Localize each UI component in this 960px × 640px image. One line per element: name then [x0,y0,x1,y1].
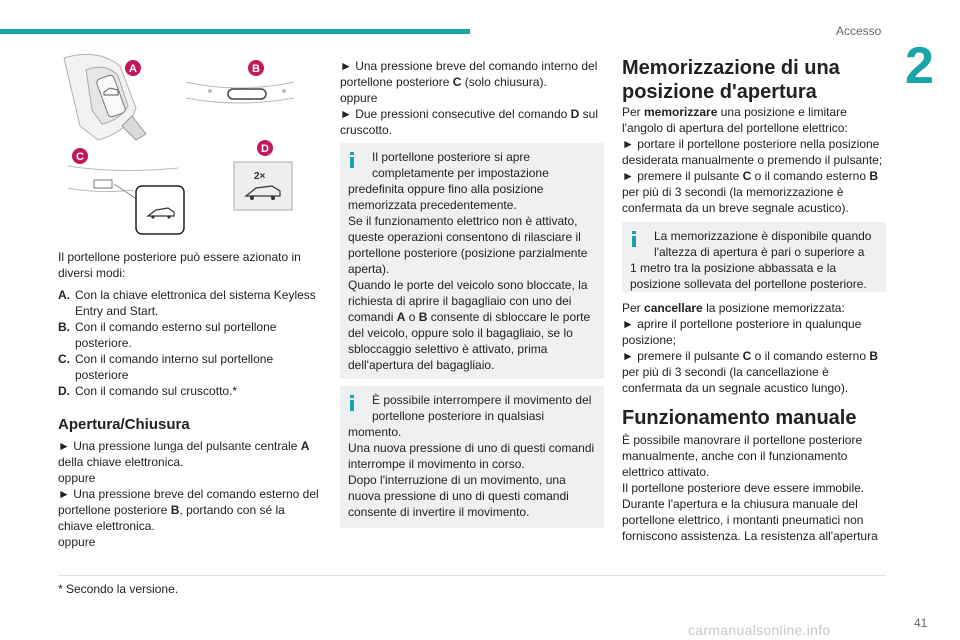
label-d-marker [257,140,273,156]
interior-switch-illustration [68,166,184,234]
section-title: Accesso [836,24,882,38]
list-key: C. [58,352,70,366]
info-note-1: Il portellone posteriore si apre completamente per impostazione predefinita oppure fino alla posizione memorizzata precedentemente. Se il funzionamento elettrico non è attivato, queste operazioni consentono di rilasciare il portellone posteriore (posizione parzialmente aperta). Quando le porte del veicolo sono bloccate, la richiesta di aprire il bagagliaio con uno dei comandi A o B consente di sbloccare le porte del veicolo, oppure solo il bagagliaio, se lo sbloccaggio selettivo è attivato, prima dell'apertura del bagagliaio. [340,143,604,379]
memorizzazione-text: Per memorizzare una posizione e limitare l'angolo di apertura del portellone elettrico: ► portare il portellone posteriore nella posizione desiderata manualmente o premendo il pulsante; ► premere il pulsante C o il comando esterno B per più di 3 secondi (la memorizzazione è confermata da un breve segnale acustico). [622,105,883,215]
list-key: B. [58,320,70,334]
list-item [58,319,323,351]
label-b-marker [248,60,264,76]
list-item [58,383,323,399]
label-c: C [76,151,84,163]
list-key: D. [58,384,70,398]
column-2-text: ► Una pressione breve del comando interno del portellone posteriore C (solo chiusura). oppure ► Due pressioni consecutive del comando D sul cruscotto. [340,59,599,137]
list-text: Con la chiave elettronica del sistema Keyless Entry and Start. [75,288,316,318]
list-item [58,351,323,383]
heading-apertura-chiusura: Apertura/Chiusura [58,416,190,433]
label-a-marker [125,60,141,76]
watermark: carmanualsonline.info [688,622,831,638]
list-item [58,287,323,319]
dashboard-button-illustration [234,162,292,210]
control-list [58,287,323,399]
info-icon [348,395,357,411]
exterior-switch-illustration [186,82,294,103]
footnote: * Secondo la versione. [58,582,179,596]
info-note-3: La memorizzazione è disponibile quando l'altezza di apertura è pari o superiore a 1 metro tra la posizione abbassata e la posizione sollevata del portellone posteriore. [622,222,886,292]
heading-funzionamento-manuale: Funzionamento manuale [622,407,857,429]
label-a: A [129,63,137,75]
chapter-number: 2 [905,37,934,95]
header-accent-bar [0,29,470,34]
tailgate-controls-illustration [58,48,298,244]
funzionamento-text: È possibile manovrare il portellone posteriore manualmente, anche con il funzionamento elettrico attivato. Il portellone posteriore deve essere immobile. Durante l'apertura e la chiusura manuale del portellone elettrico, i montanti pneumatici non forniscono assistenza. La resistenza all'apertura [622,433,878,543]
label-c-marker [72,148,88,164]
info-icon [630,231,639,247]
heading-memorizzazione: Memorizzazione di una posizione d'apertura [622,57,840,103]
info-note-2: È possibile interrompere il movimento del portellone posteriore in qualsiasi momento. Una nuova pressione di uno di questi comandi interrompe il movimento in corso. Dopo l'interruzione di un movimento, una nuova pressione di uno di questi comandi consente di invertire il movimento. [340,386,604,528]
label-d: D [261,143,269,155]
page-number: 41 [914,616,928,630]
list-text: Con il comando esterno sul portellone posteriore. [75,320,277,350]
apertura-text: ► Una pressione lunga del pulsante centrale A della chiave elettronica. oppure ► Una pressione breve del comando esterno del portellone posteriore B, portando con sé la chiave elettronica. oppure [58,439,319,549]
cancellazione-text: Per cancellare la posizione memorizzata: ► aprire il portellone posteriore in qualunque posizione; ► premere il pulsante C o il comando esterno B per più di 3 secondi (la cancellazione è confermata da un segnale acustico lungo). [622,301,879,395]
d-button-text: 2× [254,171,266,182]
list-key: A. [58,288,70,302]
list-text: Con il comando sul cruscotto.* [75,384,238,398]
footnote-divider [58,575,886,576]
info-icon [348,152,357,168]
label-b: B [252,63,260,75]
list-text: Con il comando interno sul portellone posteriore [75,352,274,382]
intro-paragraph: Il portellone posteriore può essere azionato in diversi modi: [58,250,301,280]
